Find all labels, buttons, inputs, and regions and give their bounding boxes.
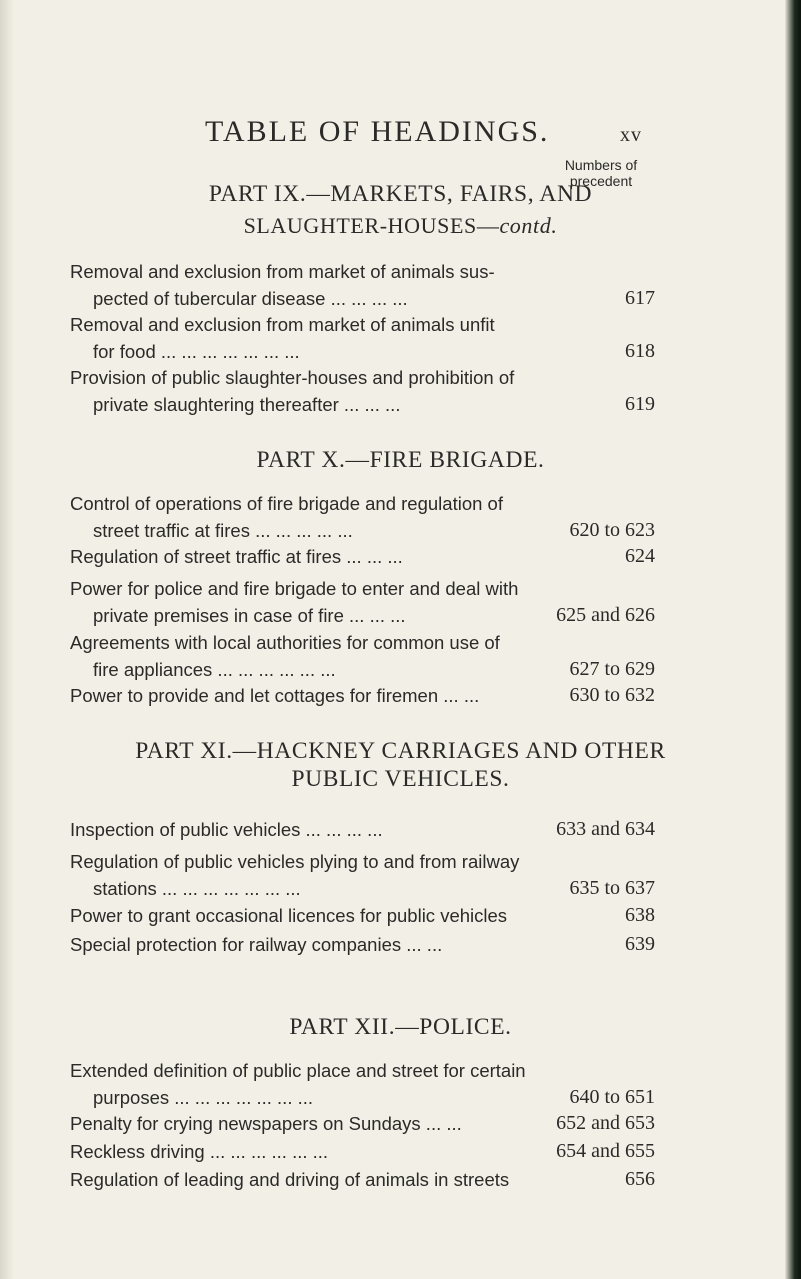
precedent-ref: 630 to 632 xyxy=(569,684,655,706)
entry-text-cont: for food ... ... ... ... ... ... ... xyxy=(93,341,300,362)
running-head xyxy=(0,115,801,155)
part-xii-heading-line-1: PART XII.—POLICE. xyxy=(289,1014,512,1040)
entry-text: Provision of public slaughter-houses and prohibition of xyxy=(70,367,515,388)
part-xi-heading xyxy=(0,736,801,766)
entry-654-655 xyxy=(70,1138,655,1165)
entry-text-cont: fire appliances ... ... ... ... ... ... xyxy=(93,659,336,680)
entry-text: Power to provide and let cottages for firemen ... ... xyxy=(70,685,480,706)
entry-633-634 xyxy=(70,816,655,843)
entry-625-626 xyxy=(70,575,655,629)
entry-text: Power to grant occasional licences for public vehicles xyxy=(70,905,508,926)
entry-640-651 xyxy=(70,1057,655,1111)
entry-text: Regulation of leading and driving of animals in streets xyxy=(70,1169,510,1190)
precedent-ref: 618 xyxy=(625,340,655,362)
part-ix-heading-2 xyxy=(0,211,801,241)
contd-italic: contd. xyxy=(499,213,558,238)
entry-630-632 xyxy=(70,682,655,709)
precedent-ref: 640 to 651 xyxy=(569,1086,655,1108)
precedent-ref: 633 and 634 xyxy=(556,818,655,840)
entry-text: Removal and exclusion from market of animals unfit xyxy=(70,314,495,335)
entry-text: Regulation of street traffic at fires ... ... ... xyxy=(70,546,403,567)
precedent-ref: 635 to 637 xyxy=(569,877,655,899)
part-ix-heading-line-2: SLAUGHTER-HOUSES—contd. xyxy=(243,213,558,238)
entry-635-637 xyxy=(70,848,655,902)
entry-text: Special protection for railway companies ... ... xyxy=(70,934,443,955)
entry-text: Penalty for crying newspapers on Sundays ... ... xyxy=(70,1113,462,1134)
part-xi-heading-line-2: PUBLIC VEHICLES. xyxy=(291,766,510,792)
precedent-ref: 620 to 623 xyxy=(569,519,655,541)
entry-text: Agreements with local authorities for common use of xyxy=(70,632,500,653)
precedent-ref: 656 xyxy=(625,1168,655,1190)
part-ix-heading xyxy=(0,179,801,209)
entry-text: Regulation of public vehicles plying to and from railway xyxy=(70,851,520,872)
entry-text: Power for police and fire brigade to enter and deal with xyxy=(70,578,519,599)
precedent-ref: 627 to 629 xyxy=(569,658,655,680)
part-x-heading xyxy=(0,445,801,475)
running-title: TABLE OF HEADINGS. xyxy=(205,115,550,148)
precedent-ref: 619 xyxy=(625,393,655,415)
precedent-column-note: Numbers of precedent xyxy=(564,157,638,189)
part-x-heading-line-1: PART X.—FIRE BRIGADE. xyxy=(256,447,545,473)
entry-627-629 xyxy=(70,629,655,683)
entry-text-cont: private premises in case of fire ... ... ... xyxy=(93,605,406,626)
entry-619 xyxy=(70,364,655,418)
entry-text-cont: purposes ... ... ... ... ... ... ... xyxy=(93,1087,314,1108)
entry-652-653 xyxy=(70,1110,655,1137)
entry-text: Extended definition of public place and street for certain xyxy=(70,1060,526,1081)
entry-text-cont: private slaughtering thereafter ... ... ... xyxy=(93,394,401,415)
entry-text-cont: pected of tubercular disease ... ... ... ... xyxy=(93,288,408,309)
entry-text: Control of operations of fire brigade and regulation of xyxy=(70,493,503,514)
precedent-ref: 617 xyxy=(625,287,655,309)
entry-text-cont: street traffic at fires ... ... ... ... ... xyxy=(93,520,353,541)
precedent-ref: 639 xyxy=(625,933,655,955)
precedent-ref: 638 xyxy=(625,904,655,926)
precedent-ref: 624 xyxy=(625,545,655,567)
entry-624 xyxy=(70,543,655,570)
precedent-ref: 654 and 655 xyxy=(556,1140,655,1162)
entry-text: Inspection of public vehicles ... ... ... ... xyxy=(70,819,383,840)
precedent-ref: 652 and 653 xyxy=(556,1112,655,1134)
entry-618 xyxy=(70,311,655,365)
part-xi-heading-line-1: PART XI.—HACKNEY CARRIAGES AND OTHER xyxy=(135,738,666,764)
part-ix-heading-line-1: PART IX.—MARKETS, FAIRS, AND xyxy=(208,181,593,207)
part-xii-heading xyxy=(0,1012,801,1042)
entry-text: Reckless driving ... ... ... ... ... ... xyxy=(70,1141,329,1162)
entry-656 xyxy=(70,1166,655,1193)
entry-638 xyxy=(70,902,655,929)
page-number: xv xyxy=(620,124,642,146)
entry-text: Removal and exclusion from market of animals sus- xyxy=(70,261,495,282)
entry-617 xyxy=(70,258,655,312)
precedent-ref: 625 and 626 xyxy=(556,604,655,626)
entry-text-cont: stations ... ... ... ... ... ... ... xyxy=(93,878,301,899)
part-xi-heading-2 xyxy=(0,764,801,794)
entry-620-623 xyxy=(70,490,655,544)
entry-639 xyxy=(70,931,655,958)
